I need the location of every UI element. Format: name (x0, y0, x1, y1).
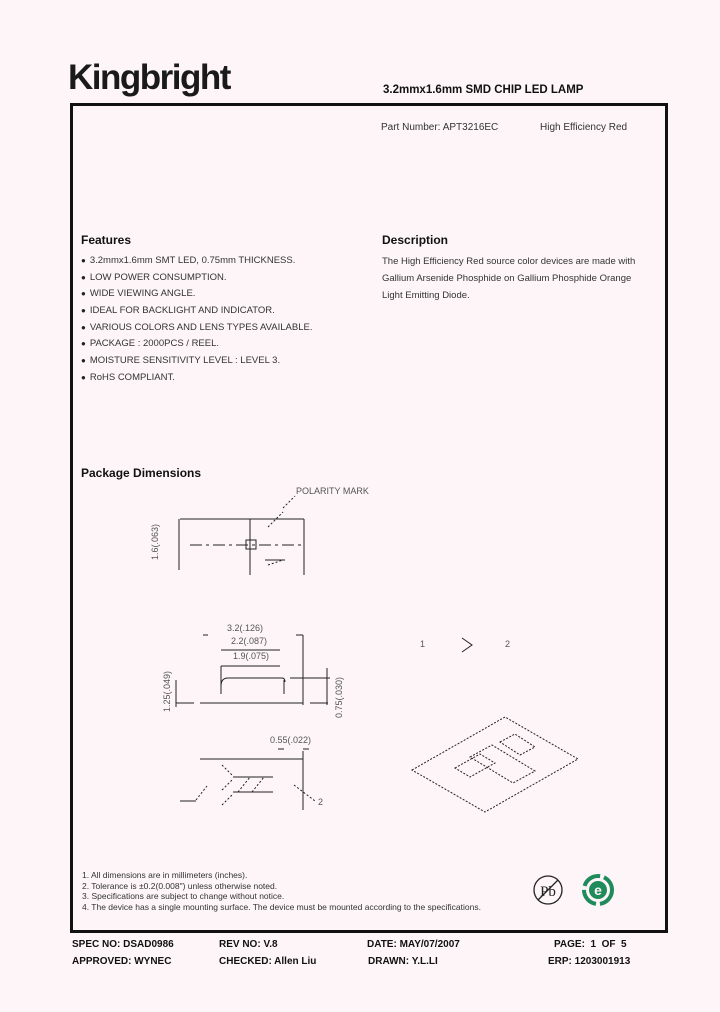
dim-length-label: 3.2(.126) (227, 623, 264, 633)
feature-item: ● IDEAL FOR BACKLIGHT AND INDICATOR. (81, 303, 312, 320)
pin1-label: 1 (420, 639, 426, 649)
pad-pin-label: 2 (318, 797, 324, 807)
package-dimensions-heading: Package Dimensions (81, 466, 202, 480)
approved-by: APPROVED: WYNEC (72, 956, 172, 967)
dim-width-label: 1.6(.063) (150, 523, 160, 560)
feature-item: ● WIDE VIEWING ANGLE. (81, 286, 312, 303)
features-heading: Features (81, 233, 132, 247)
checked-by: CHECKED: Allen Liu (219, 956, 317, 967)
polarity-mark-label: POLARITY MARK (296, 486, 369, 496)
note-item: 4. The device has a single mounting surface. The device must be mounted according to the specifications. (82, 901, 481, 912)
part-number: Part Number: APT3216EC (381, 122, 499, 133)
feature-item: ● MOISTURE SENSITIVITY LEVEL : LEVEL 3. (81, 353, 312, 370)
dim-inner2-label: 1.9(.075) (233, 651, 270, 661)
feature-item: ● LOW POWER CONSUMPTION. (81, 270, 312, 287)
emitting-color: High Efficiency Red (540, 122, 628, 133)
drawn-by: DRAWN: Y.L.LI (368, 956, 438, 967)
dim-pad-label: 0.55(.022) (270, 735, 312, 745)
brand-logo: Kingbright (68, 58, 230, 97)
erp-number: ERP: 1203001913 (548, 956, 631, 967)
pb-free-icon (534, 876, 562, 904)
note-item: 2. Tolerance is ±0.2(0.008") unless otherwise noted. (82, 880, 278, 891)
page-number: PAGE: 1 OF 5 (554, 939, 627, 950)
feature-item: ● VARIOUS COLORS AND LENS TYPES AVAILABLE. (81, 320, 312, 337)
document-date: DATE: MAY/07/2007 (367, 939, 460, 950)
note-item: 3. Specifications are subject to change without notice. (82, 891, 285, 901)
svg-text:e: e (594, 882, 602, 898)
rohs-e-icon (584, 876, 612, 904)
svg-text:Pb: Pb (540, 884, 556, 900)
dim-height-right-label: 0.75(.030) (334, 676, 344, 718)
pin2-label: 2 (505, 639, 511, 649)
dim-inner1-label: 2.2(.087) (231, 636, 268, 646)
note-item: 1. All dimensions are in millimeters (inches). (82, 870, 248, 880)
feature-item: ● 3.2mmx1.6mm SMT LED, 0.75mm THICKNESS. (81, 253, 312, 270)
spec-number: SPEC NO: DSAD0986 (72, 939, 174, 950)
dim-height-left-label: 1.25(.049) (162, 670, 172, 712)
feature-item: ● RoHS COMPLIANT. (81, 370, 312, 387)
revision-number: REV NO: V.8 (219, 939, 278, 950)
document-title: 3.2mmx1.6mm SMD CHIP LED LAMP (383, 84, 584, 96)
description-text: The High Efficiency Red source color devices are made with Gallium Arsenide Phosphide on Gallium Phosphide Orange Light Emitting Diode. (382, 256, 636, 301)
feature-item: ● PACKAGE : 2000PCS / REEL. (81, 336, 312, 353)
description-heading: Description (382, 233, 449, 247)
